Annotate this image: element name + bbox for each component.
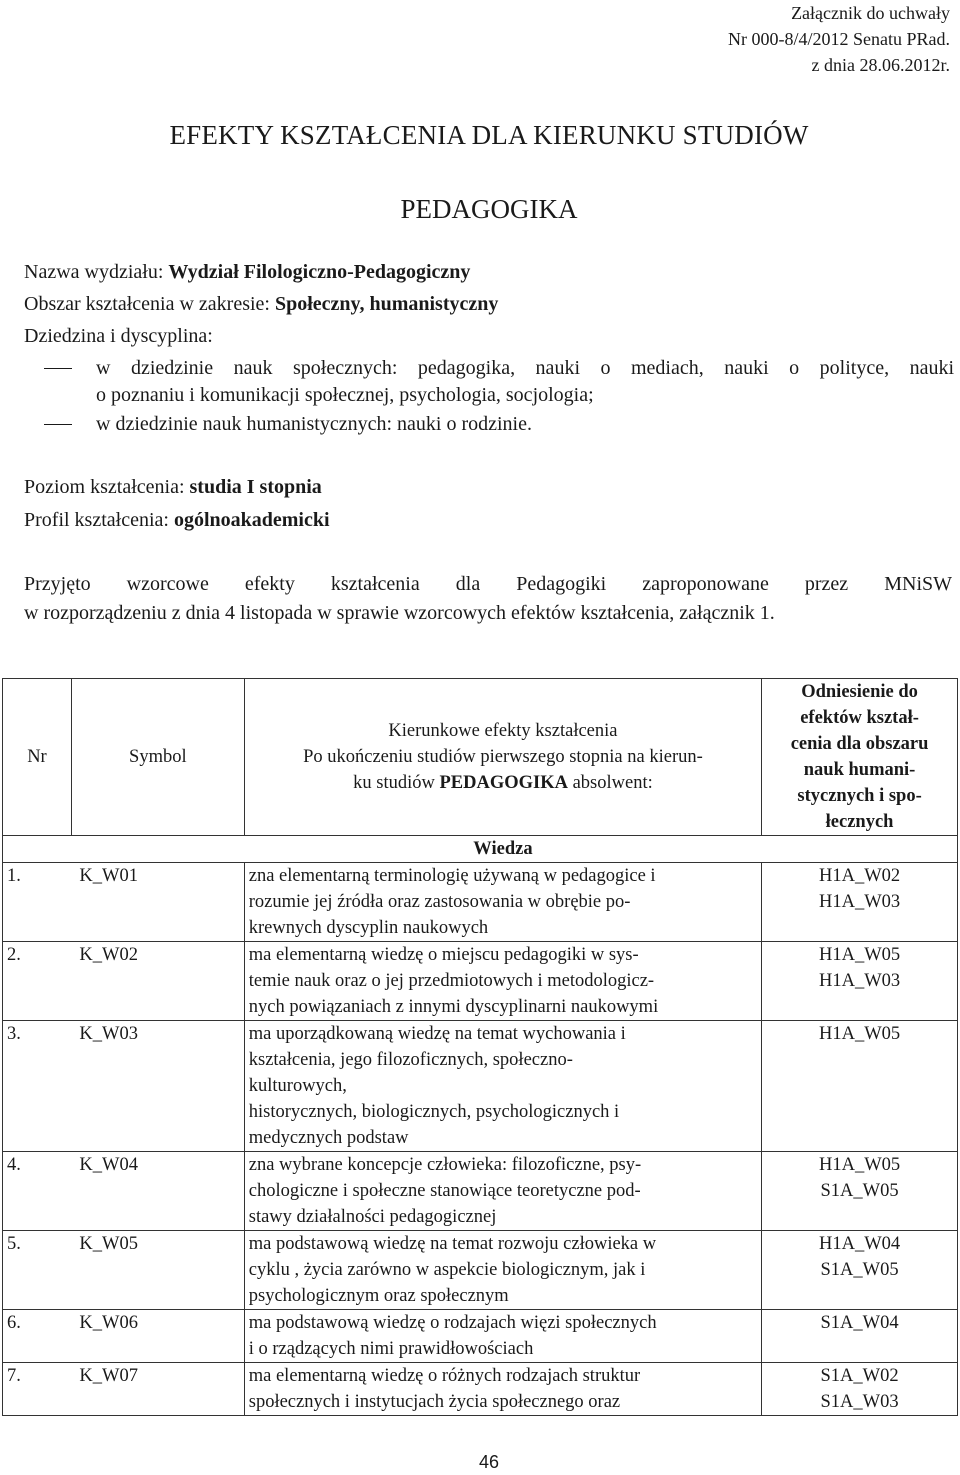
row-references xyxy=(762,942,958,1021)
header-reference-line: efektów kształ- xyxy=(800,708,919,728)
attachment-note-line3: z dnia 28.06.2012r. xyxy=(811,55,950,75)
section-title-knowledge: Wiedza xyxy=(244,836,761,863)
row-references xyxy=(762,1152,958,1231)
row-description-line: historycznych, biologicznych, psychologicznych i xyxy=(248,1102,620,1122)
header-reference-line: łecznych xyxy=(825,812,894,832)
header-symbol: Symbol xyxy=(71,679,244,836)
row-description xyxy=(244,942,761,1021)
table-row xyxy=(3,1152,958,1231)
profile-label: Profil kształcenia: xyxy=(24,509,174,531)
row-reference-code: H1A_W04 xyxy=(818,1234,901,1254)
row-references xyxy=(762,1310,958,1363)
row-description-line: psychologicznym oraz społecznym xyxy=(248,1286,509,1306)
row-description-line: zna wybrane koncepcje człowieka: filozoficzne, psy- xyxy=(248,1155,642,1175)
row-description-line: stawy działalności pedagogicznej xyxy=(248,1207,497,1227)
row-description-line: cyklu , życia zarówno w aspekcie biologicznym, jak i xyxy=(248,1260,646,1280)
area-line xyxy=(24,290,498,319)
row-description-line: chologiczne i społeczne stanowiące teoretyczne pod- xyxy=(248,1181,641,1201)
level-line xyxy=(24,473,322,502)
row-references xyxy=(762,1363,958,1416)
table-row xyxy=(3,1363,958,1416)
row-reference-code: H1A_W05 xyxy=(818,945,901,965)
row-symbol: K_W04 xyxy=(71,1152,244,1231)
row-description-line: kształcenia, jego filozoficznych, społeczno- xyxy=(248,1050,573,1070)
row-symbol: K_W07 xyxy=(71,1363,244,1416)
row-description xyxy=(244,1310,761,1363)
row-number: 5. xyxy=(3,1231,72,1310)
intro-line-2: w rozporządzeniu z dnia 4 listopada w sprawie wzorcowych efektów kształcenia, załącznik 1. xyxy=(24,602,775,624)
domain-item-1-line-1: w dziedzinie nauk społecznych: pedagogika, nauki o mediach, nauki o polityce, nauki xyxy=(96,357,954,379)
domain-label: Dziedzina i dyscyplina: xyxy=(24,325,213,347)
row-references xyxy=(762,1231,958,1310)
row-description xyxy=(244,1231,761,1310)
row-number: 1. xyxy=(3,863,72,942)
row-description-line: zna elementarną terminologię używaną w pedagogice i xyxy=(248,866,656,886)
row-symbol: K_W01 xyxy=(71,863,244,942)
attachment-note xyxy=(728,0,950,78)
attachment-note-line1: Załącznik do uchwały xyxy=(791,3,950,23)
row-reference-code: S1A_W05 xyxy=(820,1260,899,1280)
area-value: Społeczny, humanistyczny xyxy=(275,293,499,315)
profile-value: ogólnoakademicki xyxy=(173,509,330,531)
row-symbol: K_W03 xyxy=(71,1021,244,1152)
header-effects xyxy=(244,679,761,836)
header-reference-line: cenia dla obszaru xyxy=(790,734,929,754)
intro-line-1: Przyjęto wzorcowe efekty kształcenia dla Pedagogiki zaproponowane przez MNiSW xyxy=(24,573,952,595)
document-title: EFEKTY KSZTAŁCENIA DLA KIERUNKU STUDIÓW xyxy=(169,120,809,150)
bullet-dash xyxy=(44,368,72,369)
table-row xyxy=(3,1310,958,1363)
header-reference-line: stycznych i spo- xyxy=(797,786,922,806)
row-reference-code: H1A_W05 xyxy=(818,1024,901,1044)
row-description-line: i o rządzących nimi prawidłowościach xyxy=(248,1339,534,1359)
row-description xyxy=(244,1021,761,1152)
domain-item-1-line-2: o poznaniu i komunikacji społecznej, psychologia, socjologia; xyxy=(96,384,594,406)
intro-paragraph xyxy=(24,570,952,628)
row-number: 7. xyxy=(3,1363,72,1416)
row-description-line: krewnych dyscyplin naukowych xyxy=(248,918,489,938)
section-row xyxy=(3,836,958,863)
row-description-line: społecznych i instytucjach życia społecznego oraz xyxy=(248,1392,621,1412)
bullet-dash xyxy=(44,424,72,425)
faculty-value: Wydział Filologiczno-Pedagogiczny xyxy=(168,261,471,283)
row-description-line: ma uporządkowaną wiedzę na temat wychowania i xyxy=(248,1024,626,1044)
row-reference-code: S1A_W03 xyxy=(820,1392,899,1412)
row-symbol: K_W06 xyxy=(71,1310,244,1363)
row-description-line: ma elementarną wiedzę o miejscu pedagogiki w sys- xyxy=(248,945,639,965)
row-description-line: ma elementarną wiedzę o różnych rodzajach struktur xyxy=(248,1366,641,1386)
row-description-line: temie nauk oraz o jej przedmiotowych i metodologicz- xyxy=(248,971,655,991)
faculty-label: Nazwa wydziału: xyxy=(24,261,169,283)
row-reference-code: H1A_W05 xyxy=(818,1155,901,1175)
learning-outcomes-table xyxy=(2,678,958,1416)
level-label: Poziom kształcenia: xyxy=(24,476,190,498)
field-of-study: PEDAGOGIKA xyxy=(400,194,578,224)
header-effects-subtitle: Po ukończeniu studiów pierwszego stopnia na kierun- ku studiów PEDAGOGIKA absolwent: xyxy=(303,747,703,793)
row-references xyxy=(762,1021,958,1152)
row-description-line: nych powiązaniach z innymi dyscyplinarni naukowymi xyxy=(248,997,659,1017)
row-number: 3. xyxy=(3,1021,72,1152)
row-description-line: rozumie jej źródła oraz zastosowania w obrębie po- xyxy=(248,892,631,912)
header-effects-title: Kierunkowe efekty kształcenia xyxy=(388,721,618,741)
table-row xyxy=(3,942,958,1021)
header-reference-line: nauk humani- xyxy=(803,760,916,780)
row-reference-code: S1A_W04 xyxy=(820,1313,899,1333)
row-number: 6. xyxy=(3,1310,72,1363)
row-description-line: ma podstawową wiedzę o rodzajach więzi społecznych xyxy=(248,1313,657,1333)
profile-line xyxy=(24,506,330,535)
attachment-note-line2: Nr 000-8/4/2012 Senatu PRad. xyxy=(728,29,950,49)
table-row xyxy=(3,863,958,942)
domain-item-2: w dziedzinie nauk humanistycznych: nauki o rodzinie. xyxy=(96,413,532,435)
row-number: 4. xyxy=(3,1152,72,1231)
header-reference xyxy=(762,679,958,836)
row-symbol: K_W05 xyxy=(71,1231,244,1310)
row-symbol: K_W02 xyxy=(71,942,244,1021)
row-description-line: ma podstawową wiedzę na temat rozwoju człowieka w xyxy=(248,1234,657,1254)
row-description-line: medycznych podstaw xyxy=(248,1128,409,1148)
row-description xyxy=(244,1363,761,1416)
row-references xyxy=(762,863,958,942)
level-value: studia I stopnia xyxy=(189,476,322,498)
row-reference-code: S1A_W02 xyxy=(820,1366,899,1386)
table-row xyxy=(3,1231,958,1310)
area-label: Obszar kształcenia w zakresie: xyxy=(24,293,275,315)
header-reference-line: Odniesienie do xyxy=(801,682,918,702)
page-number: 46 xyxy=(478,1452,500,1472)
faculty-line xyxy=(24,258,470,287)
row-description-line: kulturowych, xyxy=(248,1076,347,1096)
row-description xyxy=(244,1152,761,1231)
row-reference-code: H1A_W02 xyxy=(818,866,901,886)
header-nr: Nr xyxy=(3,679,72,836)
table-row xyxy=(3,1021,958,1152)
row-reference-code: H1A_W03 xyxy=(818,971,901,991)
row-reference-code: S1A_W05 xyxy=(820,1181,899,1201)
row-description xyxy=(244,863,761,942)
row-reference-code: H1A_W03 xyxy=(818,892,901,912)
row-number: 2. xyxy=(3,942,72,1021)
